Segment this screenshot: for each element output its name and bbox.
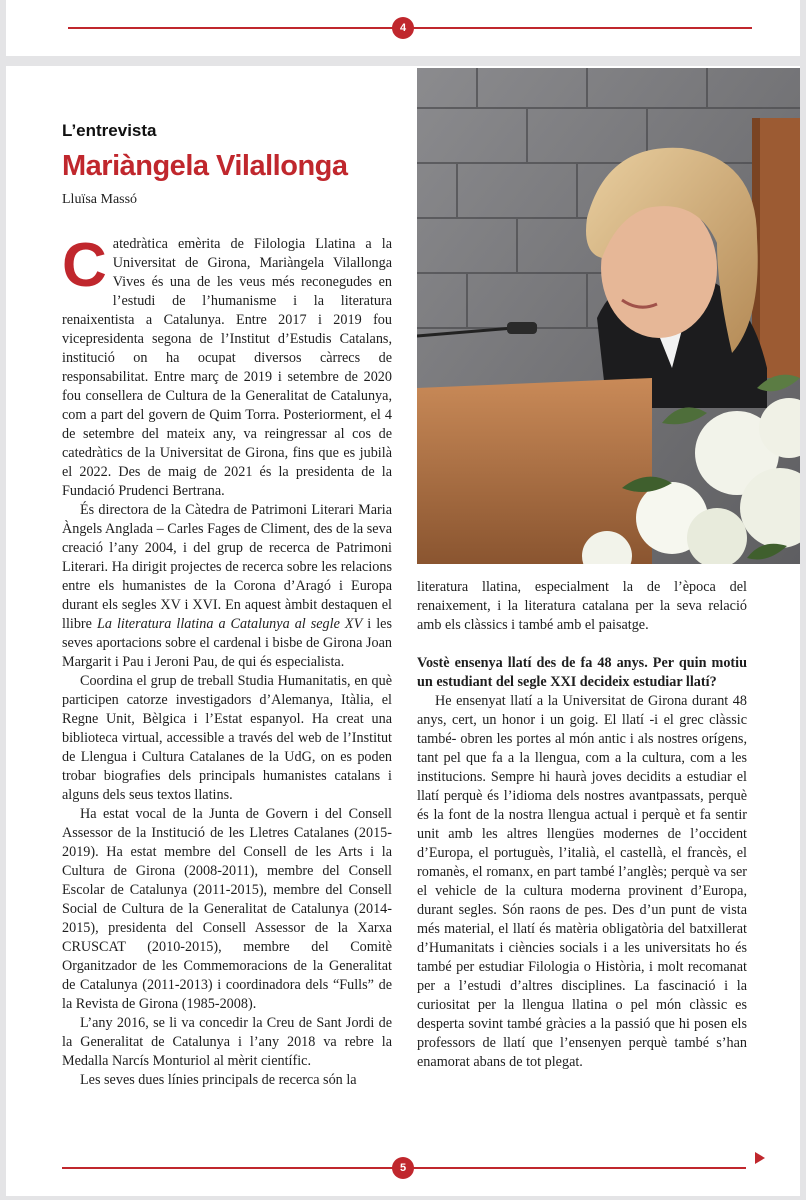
continue-arrow-icon (755, 1152, 765, 1164)
left-column (62, 231, 392, 1090)
intro-paragraph (62, 231, 392, 501)
interview-photo (417, 68, 800, 564)
drop-cap: C (62, 231, 107, 300)
continued-paragraph: literatura llatina, especialment la de l’època del renaixement, i la literatura catalana per la seva relació amb els clàssics i també amb el paisatge. (417, 579, 747, 633)
section-label: L’entrevista (62, 121, 157, 140)
book-title: La literatura llatina a Catalunya al segle XV (96, 616, 363, 632)
paragraph-5: L’any 2016, se li va concedir la Creu de Sant Jordi de la Generalitat de Catalunya i l’any 2018 va rebre la Medalla Narcís Monturiol al mèrit científic. (62, 1015, 392, 1069)
article-author: Lluïsa Massó (62, 192, 138, 207)
previous-page-strip (6, 0, 800, 56)
paragraph-4: Ha estat vocal de la Junta de Govern i del Consell Assessor de la Institució de les Lletres Catalanes (2015-2019). Ha estat membre del Consell de les Arts i la Cultura de Girona (2008-2011), membre del Consell Escolar de Catalunya (2011-2015), membre del Consell Social de Cultura de la Generalitat de Catalunya (2014-2015), presidenta del Consell Assessor de la Xarxa CRUSCAT (2010-2015), membre del Comitè Organitzador de les Commemoracions de la Generalitat de Catalunya (2011-2013) i coordinadora dels “Fulls” de la Revista de Girona (1985-2008). (62, 806, 392, 1012)
paragraph-3: Coordina el grup de treball Studia Humanitatis, en què participen catorze investigadors d’Alemanya, Itàlia, el Regne Unit, Bèlgica i l’Estat espanyol. Ha creat una biblioteca virtual, accessible a través del web de l’Institut de Llengua i Cultura Catalanes de la UdG, on es poden trobar biografies dels principals humanistes catalans i alguns dels seus textos llatins. (62, 673, 392, 803)
paragraph-2: És directora de la Càtedra de Patrimoni Literari Maria Àngels Anglada – Carles Fages de Climent, des de la seva creació l’any 2004, i del grup de recerca de Patrimoni Literari. Ha dirigit projectes de recerca sobre les relacions entre els humanistes de la Corona d’Aragó i Europa durant els segles XV i XVI. En aquest àmbit destaquen el llibre La literatura llatina a Catalunya al segle XV i les seves aportacions sobre el cardenal i bisbe de Girona Joan Margarit i Pau i Jeroni Pau, de qui és especialista. (62, 502, 392, 670)
photo-illustration (417, 68, 800, 564)
page-number-top: 4 (392, 17, 414, 39)
paragraph-6: Les seves dues línies principals de recerca són la (80, 1072, 357, 1088)
article-title: Mariàngela Vilallonga (62, 150, 348, 182)
page-number-bottom: 5 (392, 1157, 414, 1179)
interview-question: Vostè ensenya llatí des de fa 48 anys. Per quin motiu un estudiant del segle XXI decideix estudiar llatí? (417, 655, 747, 690)
right-column (417, 578, 747, 1072)
intro-text: atedràtica emèrita de Filologia Llatina a la Universitat de Girona, Mariàngela Vilallonga Vives és una de les veus més reconegudes en l’estudi de l’humanisme i la literatura renaixentista a Catalunya. Entre 2017 i 2019 fou vicepresidenta segona de l’Institut d’Estudis Catalans, institució on ha ocupat diversos càrrecs de responsabilitat. Entre març de 2019 i setembre de 2020 fou consellera de Cultura de la Generalitat de Catalunya, com a part del govern de Quim Torra. Posteriorment, el 4 de setembre del mateix any, va reingressar al cos de catedràtics de la Universitat de Girona, fins que es jubilà el 2022. Des de maig de 2021 és la presidenta de la Fundació Prudenci Bertrana. (62, 236, 392, 499)
interview-answer: He ensenyat llatí a la Universitat de Girona durant 48 anys, cert, un honor i un goig. El llatí -i el grec clàssic també- obren les portes al món antic i als nostres orígens, tant pel que fa a la llengua, com a la cultura, com a les institucions. Sempre hi haurà joves decidits a estudiar el llatí perquè és l’idioma dels nostres avantpassats, perquè és la font de la nostra llengua actual i perquè et fa sentir unit amb les altres llengües modernes de l’occident d’Europa, el portuguès, l’italià, el castellà, el francès, el romanès, el romanx, en part també l’anglès; perquè va ser el vehicle de la cultura moderna provinent d’Europa, durant segles. Són raons de pes. Des d’un punt de vista més material, el llatí és matèria obligatòria del batxillerat d’Humanitats i ciències socials i a les universitats ho és també per estudiar Filologia o Història, i molt recomanat per a l’estudi d’altres disciplines. La fascinació i la curiositat per la llengua llatina o pel món clàssic es desperta sovint també gràcies a la passió que hi posen els professors de llatí que l’ensenyen perquè també s’han enamorat abans de tot plegat. (417, 693, 747, 1070)
